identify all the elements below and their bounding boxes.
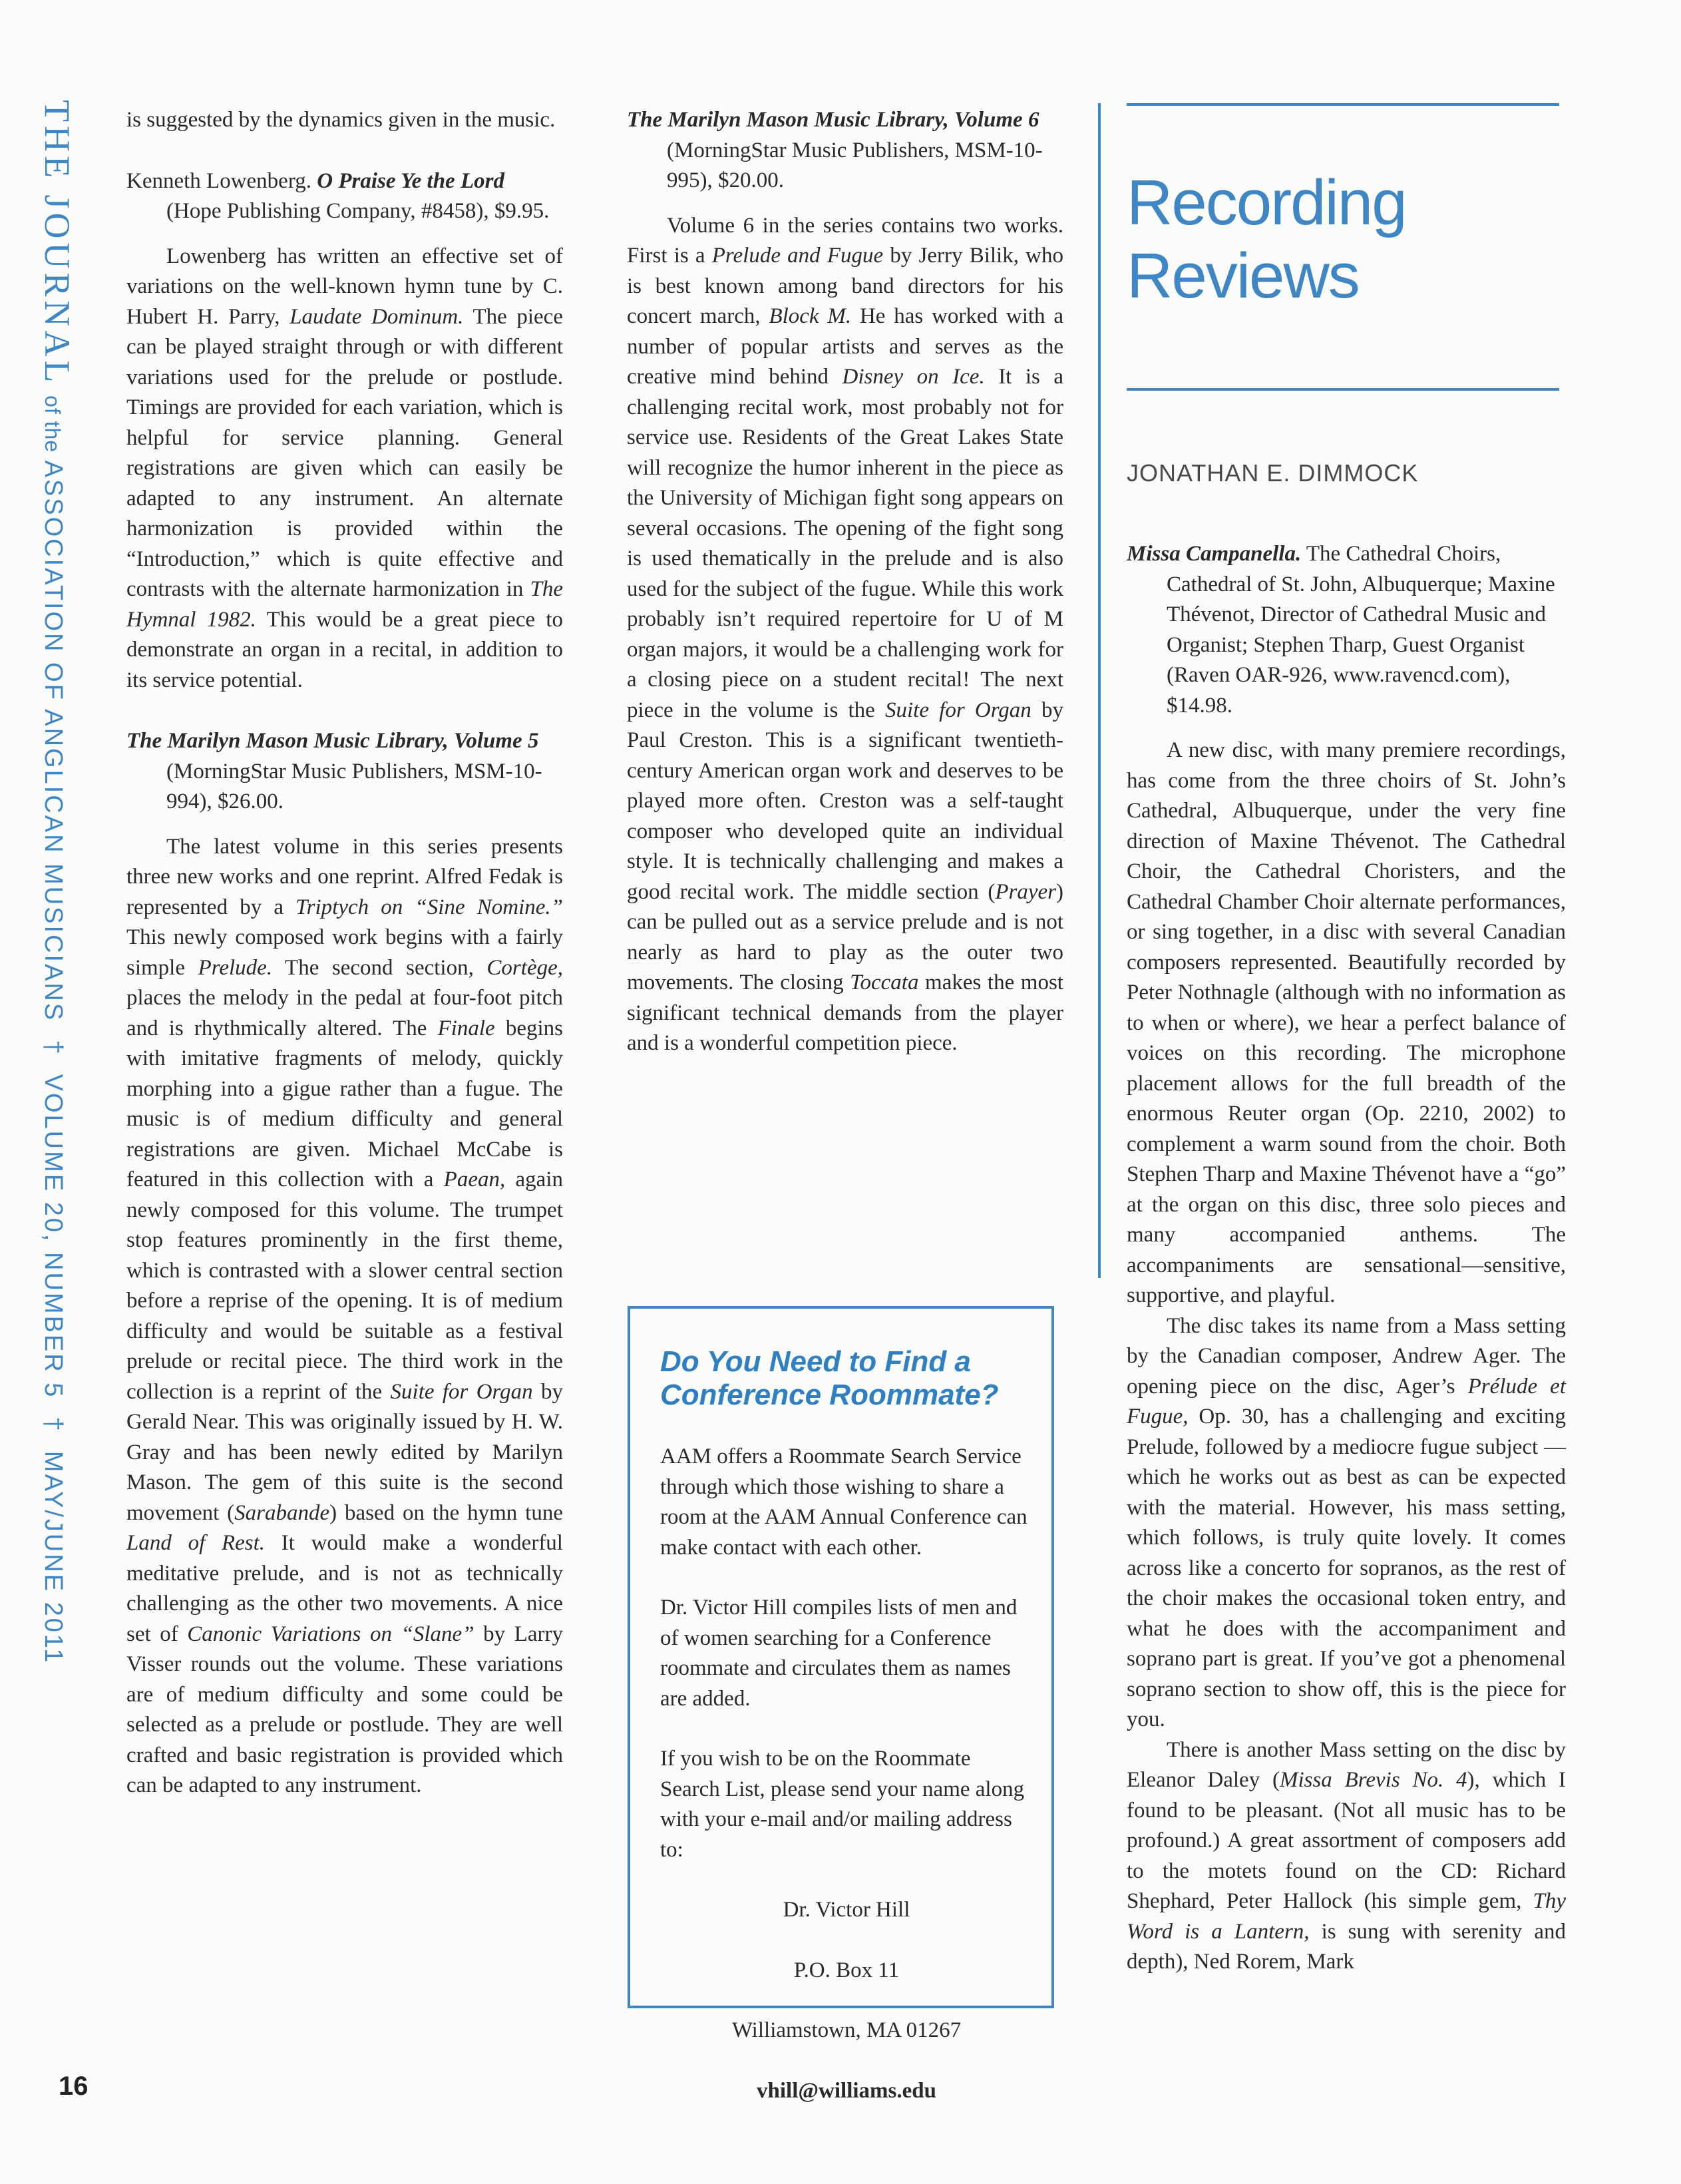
column-2: [627, 105, 1063, 1059]
paragraph: The disc takes its name from a Mass setting by the Canadian composer, Andrew Ager. The opening piece on the disc, Ager’s Prélude et Fugue, Op. 30, has a challenging and exciting Prelude, followed by a mediocre fugue subject —which he works out as best as can be expected with the material. However, his mass setting, which follows, is truly quite lovely. It comes across like a concerto for sopranos, as the rest of the choir makes the occasional token entry, and what he does with the accompaniment and soprano part is great. If you’ve got a phenomenal soprano section to show off, this is the piece for you.: [1127, 1313, 1567, 1731]
section-rule-bottom: [1127, 388, 1559, 391]
running-head: [37, 100, 77, 1665]
sidebar-body: [660, 1442, 1033, 2136]
address-name: Dr. Victor Hill: [783, 1898, 910, 1922]
review-entry-heading: Missa Campanella. The Cathedral Choirs, Cathedral of St. John, Albuquerque; Maxine Thévenot, Director of Cathedral Music and Organist; Stephen Tharp, Guest Organist (Raven OAR-926, www.ravencd.com), $14.98.: [1127, 542, 1555, 718]
review-author: JONATHAN E. DIMMOCK: [1127, 459, 1419, 487]
paragraph: Lowenberg has written an effective set of variations on the well-known hymn tune by C. Hubert H. Parry, Laudate Dominum. The piece can be played straight through or with different variations used for the prelude or postlude. Timings are provided for each variation, which is helpful for service planning. General registrations are given which can easily be adapted to any instrument. An alternate harmonization is provided within the “Introduction,” which is quite effective and contrasts with the alternate harmonization in The Hymnal 1982. This would be a great piece to demonstrate an organ in a recital, in addition to its service potential.: [126, 244, 563, 692]
paragraph: There is another Mass setting on the disc by Eleanor Daley (Missa Brevis No. 4), which I found to be pleasant. (Not all music has to be profound.) A great assortment of composers add to the motets found on the CD: Richard Shephard, Peter Hallock (his simple gem, Thy Word is a Lantern, is sung with serenity and depth), Ned Rorem, Mark: [1127, 1737, 1566, 1974]
section-title: Recording Reviews: [1127, 167, 1406, 312]
sidebar-paragraph: AAM offers a Roommate Search Service through which those wishing to share a room at the AAM Annual Conference can make contact with each other.: [660, 1444, 1027, 1560]
journal-name: THE JOURNAL: [37, 100, 77, 387]
separator-dagger-1: †: [39, 1040, 67, 1056]
sidebar-paragraph: If you wish to be on the Roommate Search List, please send your name along with your e-mail and/or mailing address to:: [660, 1747, 1025, 1862]
address-email[interactable]: vhill@williams.edu: [757, 2078, 936, 2103]
journal-association: ASSOCIATION OF ANGLICAN MUSICIANS: [39, 460, 67, 1022]
paragraph: A new disc, with many premiere recordings, has come from the three choirs of St. John’s Cathedral, Albuquerque, under the very fine direction of Maxine Thévenot. The Cathedral Choir, the Cathedral Choristers, and the Cathedral Chamber Choir alternate performances, or sing together, in a disc with several Canadian composers represented. Beautifully recorded by Peter Nothnagle (although with no information as to when or where), we hear a perfect balance of voices on this recording. The microphone placement allows for the full breadth of the enormous Reuter organ (Op. 2210, 2002) to complement a warm sound from the choir. Both Stephen Tharp and Maxine Thévenot have a “go” at the organ on this disc, three solo pieces and many accompanied anthems. The accompaniments are sensational—sensitive, supportive, and playful.: [1127, 738, 1566, 1307]
column-divider: [1098, 103, 1101, 1278]
separator-dagger-2: †: [39, 1417, 67, 1433]
address-city: Williamstown, MA 01267: [731, 2018, 962, 2042]
journal-volume: VOLUME 20, NUMBER 5: [39, 1074, 67, 1399]
column-1: [126, 105, 563, 1801]
page-number: 16: [59, 2072, 89, 2101]
review-entry-heading: The Marilyn Mason Music Library, Volume 5 (MorningStar Music Publishers, MSM-10-994), $26.00.: [126, 729, 542, 813]
journal-of-the: of the: [41, 395, 65, 453]
paragraph: is suggested by the dynamics given in the music.: [126, 108, 556, 132]
sidebar-paragraph: Dr. Victor Hill compiles lists of men and of women searching for a Conference roommate and circulates them as names are added.: [660, 1596, 1018, 1711]
review-entry-heading: The Marilyn Mason Music Library, Volume 6 (MorningStar Music Publishers, MSM-10-995), $20.00.: [627, 108, 1043, 192]
section-rule-top: [1127, 103, 1559, 106]
roommate-sidebar-box: [628, 1306, 1054, 2103]
paragraph: Volume 6 in the series contains two works. First is a Prelude and Fugue by Jerry Bilik, who is best known among band directors for his concert march, Block M. He has worked with a number of popular artists and serves as the creative mind behind Disney on Ice. It is a challenging recital work, most probably not for service use. Residents of the Great Lakes State will recognize the humor inherent in the piece as the University of Michigan fight song appears on several occasions. The opening of the fight song is used thematically in the prelude and is also used for the subject of the fugue. While this work probably isn’t required repertoire for U of M organ majors, it would be a challenging work for a closing piece on a student recital! The next piece in the volume is the Suite for Organ by Paul Creston. This is a significant twentieth-century American organ work and deserves to be played more often. Creston was a self-taught composer who developed quite an individual style. It is technically challenging and makes a good recital work. The middle section (Prayer) can be pulled out as a service prelude and is not nearly as hard to play as the outer two movements. The closing Toccata makes the most significant technical demands from the player and is a wonderful competition piece.: [627, 213, 1063, 1055]
sidebar-title: Do You Need to Find a Conference Roommate?: [660, 1345, 999, 1411]
address-box: P.O. Box 11: [793, 1958, 900, 1982]
paragraph: The latest volume in this series presents three new works and one reprint. Alfred Fedak is represented by a Triptych on “Sine Nomine.” This newly composed work begins with a fairly simple Prelude. The second section, Cortège, places the melody in the pedal at four-foot pitch and is rhythmically altered. The Finale begins with imitative fragments of melody, quickly morphing into a gigue rather than a fugue. The music is of medium difficulty and general registrations are given. Michael McCabe is featured in this collection with a Paean, again newly composed for this volume. The trumpet stop features prominently in the first theme, which is contrasted with a slower central section before a reprise of the opening. It is of medium difficulty and would be suitable as a festival prelude or recital piece. The third work in the collection is a reprint of the Suite for Organ by Gerald Near. This was originally issued by H. W. Gray and has been newly edited by Marilyn Mason. The gem of this suite is the second movement (Sarabande) based on the hymn tune Land of Rest. It would make a wonderful meditative prelude, and is not as technically challenging as the other two movements. A nice set of Canonic Variations on “Slane” by Larry Visser rounds out the volume. These variations are of medium difficulty and some could be selected as a prelude or postlude. They are well crafted and basic registration is provided which can be adapted to any instrument.: [126, 834, 564, 1797]
review-entry-heading: Kenneth Lowenberg. O Praise Ye the Lord (Hope Publishing Company, #8458), $9.95.: [126, 168, 550, 223]
column-3: [1127, 539, 1566, 1978]
journal-date: MAY/JUNE 2011: [39, 1450, 67, 1665]
